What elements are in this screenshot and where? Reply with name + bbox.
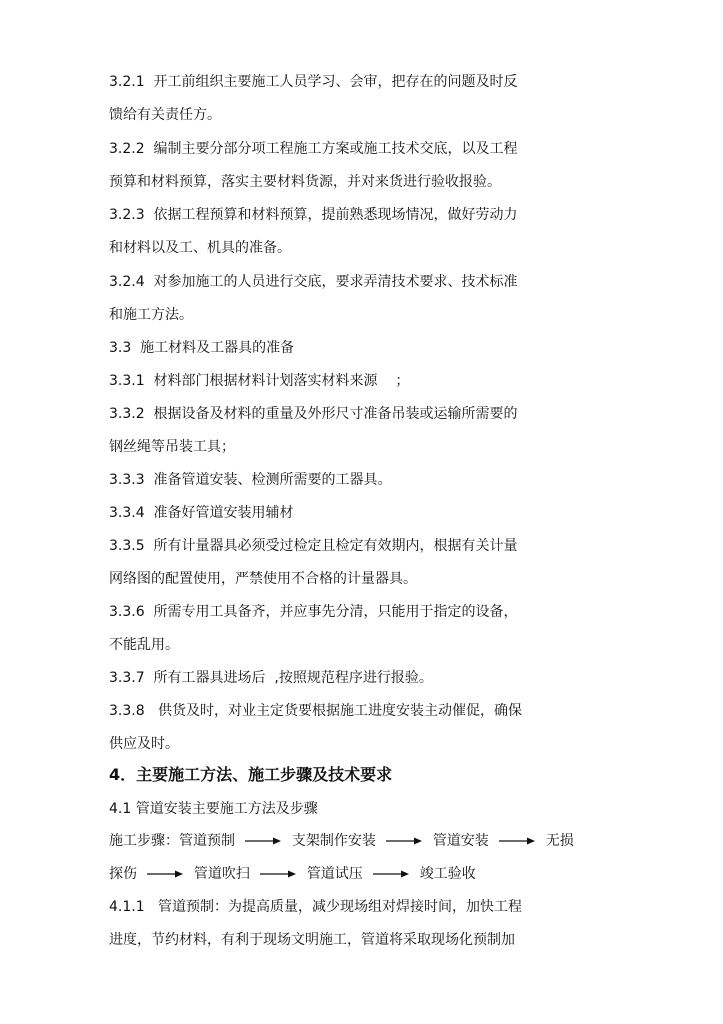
flow-step: 管道安装 (432, 833, 489, 849)
flow-step: 竣工验收 (419, 866, 476, 882)
arrow-right-icon (373, 869, 409, 879)
text-line: 3.2.4 对参加施工的人员进行交底，要求弄清技术要求、技术标准 (109, 274, 518, 290)
chapter-heading: 4．主要施工方法、施工步骤及技术要求 (109, 765, 393, 784)
text-line: 3.2.1 开工前组织主要施工人员学习、会审，把存在的问题及时反 (109, 74, 518, 90)
flow-step: 支架制作安装 (291, 833, 376, 849)
text-line: 供应及时。 (109, 736, 179, 752)
flow-step: 管道吹扫 (193, 866, 250, 882)
arrow-right-icon (499, 836, 535, 846)
arrow-right-icon (260, 869, 296, 879)
section-subheading: 4.1 管道安装主要施工方法及步骤 (109, 801, 318, 817)
text-line: 网络图的配置使用，严禁使用不合格的计量器具。 (109, 571, 417, 587)
text-line: 和材料以及工、机具的准备。 (109, 240, 291, 256)
arrow-right-icon (147, 869, 183, 879)
arrow-right-icon (245, 836, 281, 846)
text-line: 钢丝绳等吊装工具； (109, 439, 235, 455)
text-line: 不能乱用。 (109, 637, 179, 653)
text-line: 3.3.2 根据设备及材料的重量及外形尺寸准备吊装或运输所需要的 (109, 406, 518, 422)
flow-prefix: 施工步骤： (109, 833, 179, 849)
process-flow-row-1 (109, 831, 574, 851)
text-line: 3.3.7 所有工器具进场后 ,按照规范程序进行报验。 (109, 670, 433, 686)
text-line: 进度，节约材料，有利于现场文明施工，管道将采取现场化预制加 (109, 932, 515, 948)
text-line: 3.3.3 准备管道安装、检测所需要的工器具。 (109, 472, 392, 488)
text-line: 和施工方法。 (109, 307, 193, 323)
flow-step: 管道试压 (306, 866, 363, 882)
text-line: 3.3.8 供货及时，对业主定货要根据施工进度安装主动催促，确保 (109, 703, 522, 719)
process-flow-row-2 (109, 864, 476, 884)
flow-step: 管道预制 (179, 833, 235, 849)
text-line: 预算和材料预算，落实主要材料货源，并对来货进行验收报验。 (109, 174, 501, 190)
text-line: 3.3.4 准备好管道安装用辅材 (109, 505, 294, 521)
text-line: 3.3.1 材料部门根据材料计划落实材料来源 ； (109, 373, 410, 389)
text-line: 3.2.3 依据工程预算和材料预算，提前熟悉现场情况，做好劳动力 (109, 207, 518, 223)
text-line: 3.3.5 所有计量器具必须受过检定且检定有效期内，根据有关计量 (109, 538, 518, 554)
text-line: 3.2.2 编制主要分部分项工程施工方案或施工技术交底，以及工程 (109, 141, 518, 157)
flow-step: 探伤 (109, 866, 137, 882)
text-line: 3.3.6 所需专用工具备齐，并应事先分清，只能用于指定的设备， (109, 604, 518, 620)
text-line: 馈给有关责任方。 (109, 107, 221, 123)
text-line: 4.1.1 管道预制：为提高质量，减少现场组对焊接时间，加快工程 (109, 899, 522, 915)
arrow-right-icon (386, 836, 422, 846)
flow-step: 无损 (545, 833, 574, 849)
section-title: 3.3 施工材料及工器具的准备 (109, 340, 295, 356)
